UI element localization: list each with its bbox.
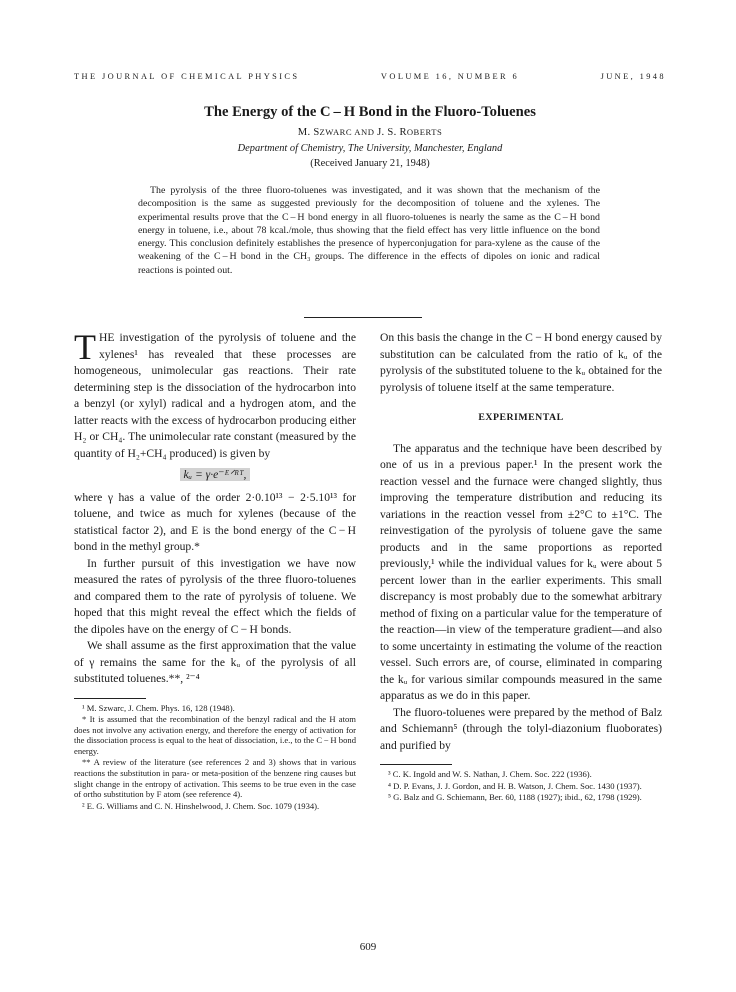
intro-paragraph: [74, 327, 356, 462]
footnote: * It is assumed that the recombination of the benzyl radical and the H atom does not involve any activation energy, and therefore the energy of activation for the dissociation process is equal to the heat of dissociation, i.e., to the C − H bond energy.: [74, 714, 356, 756]
affiliation: Department of Chemistry, The University, Manchester, England: [237, 143, 503, 154]
drop-cap: T: [74, 327, 96, 367]
rate-equation: [74, 467, 356, 484]
paragraph-gamma: where γ has a value of the order 2·0.10¹³ − 2·5.10¹³ for toluene, and twice as much for xylenes (because of the statistical factor 2), and E is the bond energy of the C − H bond in the methyl group.*: [74, 490, 356, 553]
paragraph-basis: On this basis the change in the C − H bond energy caused by substitution can be calculated from the ratio of kᵤ of the pyrolysis of the substituted toluene to the kᵤ obtained for the pyrolysis of toluene itself at the same temperature.: [380, 331, 662, 394]
footnote: ⁴ D. P. Evans, J. J. Gordon, and H. B. Watson, J. Chem. Soc. 1430 (1937).: [388, 780, 642, 791]
author2-surname: OBERTS: [406, 127, 443, 137]
intro-text: HE investigation of the pyrolysis of toluene and the xylenes¹ has revealed that these processes are homogeneous, unimolecular gas reactions. Their rate determining step is the dissociation of the hydrocarbon into a benzyl (or xylyl) radical and a hydrogen atom, and the latter reacts with the excess of hydrocarbon producing either H₂ or CH₄. The unimolecular rate constant (measured by the quantity of H₂+CH₄ produced) is given by: [74, 331, 356, 460]
footnote: ** A review of the literature (see references 2 and 3) shows that in various reactions the substitution in para- or meta-position of the benzene ring causes but slight change in the entropy of activation. This seems to be true even in the case of ortho substitution by F atom (see reference 4).: [74, 757, 356, 800]
abstract: [138, 184, 600, 277]
rate-equation-text: kᵤ = γ·e⁻ᴱᐟᴿᵀ,: [180, 468, 251, 481]
footnote: ² E. G. Williams and C. N. Hinshelwood, J. Chem. Soc. 1079 (1934).: [82, 800, 320, 811]
paragraph-further: In further pursuit of this investigation we have now measured the rates of pyrolysis of the three fluoro-toluenes and compared them to the rate of pyrolysis of toluene. We hoped that this might reveal the effect which the fields of the dipoles have on the energy of C − H bonds.: [74, 556, 356, 636]
left-column: [74, 327, 356, 812]
issue-date: JUNE, 1948: [600, 72, 666, 81]
author2-initial: J. S. R: [377, 127, 407, 138]
journal-name: THE JOURNAL OF CHEMICAL PHYSICS: [74, 72, 300, 81]
footnote-divider: [380, 764, 452, 765]
running-head: [74, 72, 666, 81]
paragraph-apparatus: The apparatus and the technique have been described by one of us in a previous paper.¹ In the present work the reaction vessel and the furnace were changed slightly, thus improving the temperature distribution and reducing its variations in the reaction vessel from ±2°C to ±1°C. The reinvestigation of the pyrolysis of toluene gave the same products and in the same proportions as reported previously,¹ while the individual values for kᵤ were about 5 percent lower than in the earlier experiments. This small discrepancy is most probably due to the somewhat arbitrary method of fixing on a particular value for the temperature of the reaction—in view of the temperature gradient—and also to some uncertainty in estimating the volume of the reaction vessel. Such errors are, of course, eliminated in comparing the kᵤ for various similar compounds measured in the same apparatus as we do in this paper.: [380, 441, 662, 702]
received-date: (Received January 21, 1948): [310, 158, 430, 169]
article-title: The Energy of the C – H Bond in the Fluoro-Toluenes: [204, 104, 536, 120]
abstract-divider: [304, 317, 422, 318]
paragraph-assume: We shall assume as the first approximation that the value of γ remains the same for the kᵤ of the pyrolysis of all substituted toluenes.**, ²⁻⁴: [74, 639, 356, 685]
footnote-divider: [74, 698, 146, 699]
author1-surname: ZWARC: [319, 127, 353, 137]
footnote: ¹ M. Szwarc, J. Chem. Phys. 16, 128 (1948).: [82, 702, 235, 713]
footnote: ⁵ G. Balz and G. Schiemann, Ber. 60, 1188 (1927); ibid., 62, 1798 (1929).: [388, 792, 642, 803]
abstract-text: The pyrolysis of the three fluoro-toluenes was investigated, and it was shown that the mechanism of the decomposition is the same as suggested previously for the decomposition of toluene and the xylenes. The experimental results prove that the C – H bond energy in all fluoro-toluenes is nearly the same as the C – H bond energy in toluene, i.e., about 78 kcal./mole, thus showing that the field effect has very little influence on the bond energy. This conclusion definitely establishes the presence of hyperconjugation for para-xylene as the cause of the weakening of the C – H bond in the CH₃ groups. The difference in the effects of dipoles on ionic and radical reactions is pointed out.: [138, 185, 600, 276]
author1-initial: M. S: [297, 127, 320, 138]
section-heading: EXPERIMENTAL: [478, 412, 564, 423]
footnotes-right: [380, 769, 662, 803]
authors: [74, 127, 666, 138]
footnotes-left: [74, 703, 356, 812]
right-column: [380, 330, 662, 804]
author-and: AND: [352, 127, 378, 137]
page-number: 609: [359, 941, 377, 953]
footnote: ³ C. K. Ingold and W. S. Nathan, J. Chem. Soc. 222 (1936).: [388, 769, 592, 779]
paragraph-preparation: The fluoro-toluenes were prepared by the method of Balz and Schiemann⁵ (through the tolyl-diazonium fluoborates) and purified by: [380, 705, 662, 752]
volume-number: VOLUME 16, NUMBER 6: [380, 72, 520, 81]
